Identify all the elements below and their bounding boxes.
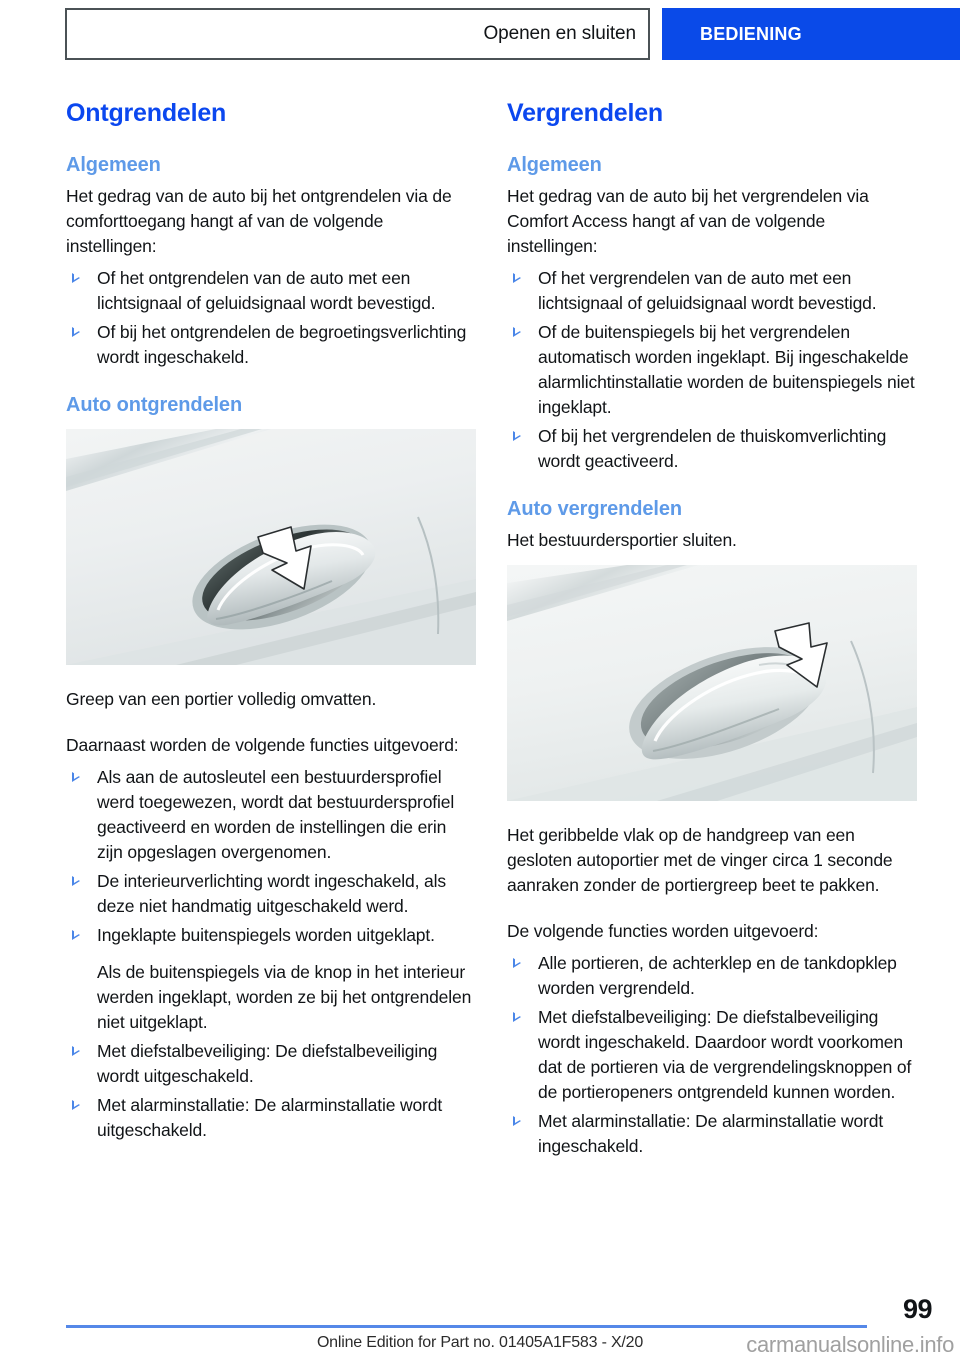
list-item <box>66 266 476 316</box>
list-item <box>66 1039 476 1089</box>
paragraph-sluiten-lead: Het bestuurdersportier sluiten. <box>507 529 737 550</box>
list-item <box>507 266 917 316</box>
list-item <box>507 1109 917 1159</box>
list-item-text: Of het vergrendelen van de auto met een lichtsignaal of geluidsignaal wordt bevestigd. <box>538 267 877 313</box>
list-item <box>507 1005 917 1105</box>
figure-caption-left: Greep van een portier volledig omvatten. <box>66 688 377 709</box>
triangle-bullet-icon <box>513 431 521 441</box>
section-heading-algemeen-right: Algemeen <box>507 153 602 176</box>
figure-door-handle-unlock <box>66 429 476 665</box>
page-title-vergrendelen: Vergrendelen <box>507 99 663 127</box>
list-item <box>66 923 476 948</box>
page-title-ontgrendelen: Ontgrendelen <box>66 99 227 127</box>
paragraph-sensor-description: Het geribbelde vlak op de handgreep van een gesloten autoportier met de vinger circa 1 seconde aanraken zonder de portiergreep beet te pakken. <box>507 824 893 895</box>
triangle-bullet-icon <box>72 772 80 782</box>
list-item-text: Of bij het vergrendelen de thuiskomverlichting wordt geactiveerd. <box>538 425 887 471</box>
bullet-list-functies-left <box>66 765 476 1143</box>
list-item-text: Met diefstalbeveiliging: De diefstalbeveiliging wordt uitgeschakeld. <box>97 1040 438 1086</box>
bullet-list-algemeen-left <box>66 266 476 370</box>
paragraph-functies-intro-right: De volgende functies worden uitgevoerd: <box>507 920 819 941</box>
list-item <box>507 951 917 1001</box>
triangle-bullet-icon <box>72 1046 80 1056</box>
door-handle-illustration <box>66 429 476 665</box>
list-item-continuation <box>66 960 476 1035</box>
list-item-text: Of bij het ontgrendelen de begroetingsverlichting wordt ingeschakeld. <box>97 321 467 367</box>
triangle-bullet-icon <box>513 1116 521 1126</box>
triangle-bullet-icon <box>72 1100 80 1110</box>
chapter-tab-label: BEDIENING <box>700 23 802 44</box>
door-handle-illustration-2 <box>507 565 917 801</box>
triangle-bullet-icon <box>513 327 521 337</box>
section-heading-algemeen-left: Algemeen <box>66 153 161 176</box>
list-item <box>66 765 476 865</box>
triangle-bullet-icon <box>513 273 521 283</box>
site-watermark: carmanualsonline.info <box>746 1332 954 1357</box>
right-column <box>507 100 917 1163</box>
triangle-bullet-icon <box>72 273 80 283</box>
list-item-text: Als de buitenspiegels via de knop in het interieur werden ingeklapt, worden ze bij het ontgrendelen niet uitgeklapt. <box>97 961 472 1032</box>
triangle-bullet-icon <box>513 958 521 968</box>
content-columns <box>0 100 960 1163</box>
paragraph-algemeen-intro-left: Het gedrag van de auto bij het ontgrendelen via de comforttoegang hangt af van de volgende instellingen: <box>66 185 452 256</box>
running-header <box>65 8 960 60</box>
list-item-text: Ingeklapte buitenspiegels worden uitgeklapt. <box>97 924 435 945</box>
left-column <box>66 100 476 1163</box>
list-item <box>66 869 476 919</box>
list-item-text: Of het ontgrendelen van de auto met een lichtsignaal of geluidsignaal wordt bevestigd. <box>97 267 436 313</box>
footer-divider <box>66 1325 867 1328</box>
section-heading-auto-ontgrendelen: Auto ontgrendelen <box>66 393 243 416</box>
list-item-text: Met diefstalbeveiliging: De diefstalbeveiliging wordt ingeschakeld. Daardoor wordt voorkomen dat de portieren via de vergrendelingsknoppen of de portieropeners ontgrendeld kunnen worden. <box>538 1006 912 1102</box>
list-item-text: Als aan de autosleutel een bestuurdersprofiel werd toegewezen, wordt dat bestuurdersprofiel geactiveerd en worden de instellingen die erin zijn opgeslagen overgenomen. <box>97 766 455 862</box>
bullet-list-functies-right <box>507 951 917 1159</box>
chapter-tab <box>662 8 960 60</box>
page-number: 99 <box>902 1294 932 1324</box>
list-item-text: Alle portieren, de achterklep en de tankdopklep worden vergrendeld. <box>538 952 897 998</box>
edition-notice: Online Edition for Part no. 01405A1F583 - X/20 <box>316 1334 644 1351</box>
paragraph-algemeen-intro-right: Het gedrag van de auto bij het vergrendelen via Comfort Access hangt af van de volgende instellingen: <box>507 185 869 256</box>
bullet-list-algemeen-right <box>507 266 917 474</box>
breadcrumb <box>65 8 650 60</box>
list-item <box>66 1093 476 1143</box>
breadcrumb-label: Openen en sluiten <box>483 23 636 44</box>
list-item <box>66 320 476 370</box>
list-item-text: De interieurverlichting wordt ingeschakeld, als deze niet handmatig uitgeschakeld werd. <box>97 870 446 916</box>
list-item-text: Of de buitenspiegels bij het vergrendelen automatisch worden ingeklapt. Bij ingeschakelde alarmlichtinstallatie worden de buitenspiegels niet ingeklapt. <box>538 321 915 417</box>
triangle-bullet-icon <box>513 1012 521 1022</box>
figure-door-handle-lock <box>507 565 917 801</box>
list-item-text: Met alarminstallatie: De alarminstallatie wordt uitgeschakeld. <box>97 1094 443 1140</box>
paragraph-functies-intro-left: Daarnaast worden de volgende functies uitgevoerd: <box>66 734 459 755</box>
list-item <box>507 424 917 474</box>
list-item <box>507 320 917 420</box>
triangle-bullet-icon <box>72 327 80 337</box>
triangle-bullet-icon <box>72 876 80 886</box>
list-item-text: Met alarminstallatie: De alarminstallatie wordt ingeschakeld. <box>538 1110 884 1156</box>
triangle-bullet-icon <box>72 930 80 940</box>
section-heading-auto-vergrendelen: Auto vergrendelen <box>507 497 682 520</box>
